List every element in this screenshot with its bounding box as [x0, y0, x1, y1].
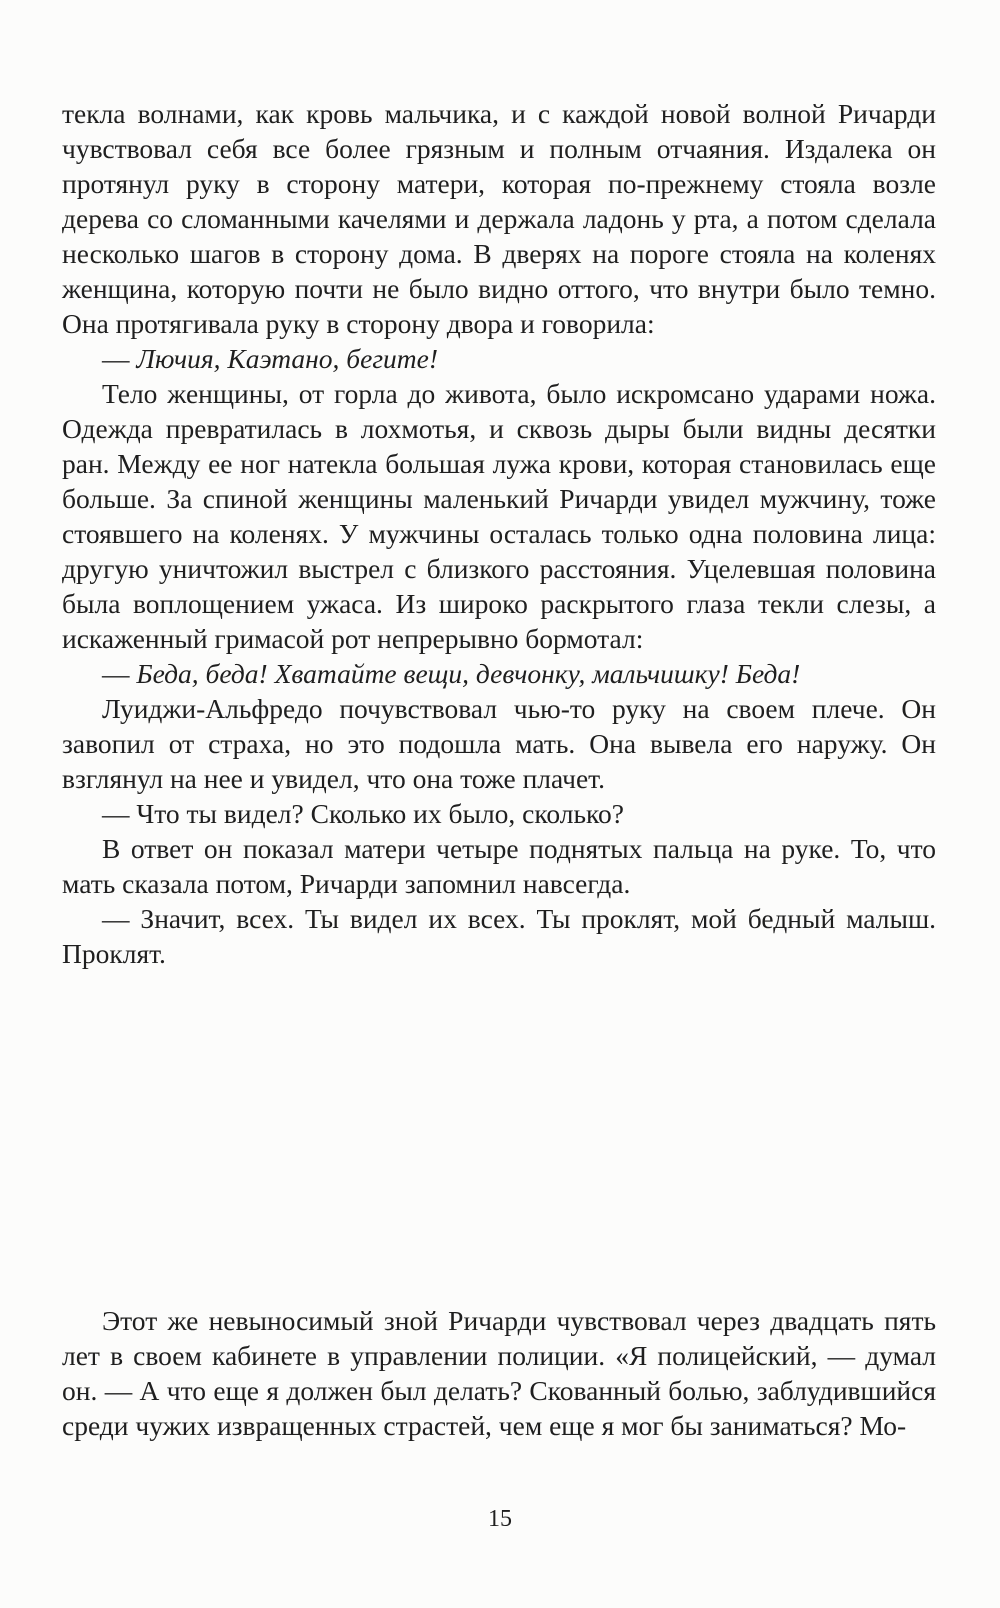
paragraph: Этот же невыносимый зной Ричарди чувствовал через двадцать пять лет в своем кабинете в управлении полиции. «Я полицейский, — думал он. — А что еще я должен был делать? Скованный болью, заблудившийся среди чужих извращенных страстей, чем еще я мог бы заниматься? Мо-	[62, 1305, 936, 1441]
dialogue-dash: —	[102, 343, 137, 374]
dialogue-line: — Что ты видел? Сколько их было, сколько?	[102, 798, 624, 829]
text-section-1	[62, 96, 936, 971]
dialogue-italic-text: Лючия, Каэтано, бегите!	[136, 343, 439, 374]
paragraph: В ответ он показал матери четыре поднятых пальца на руке. То, что мать сказала потом, Ричарди запомнил навсегда.	[62, 833, 936, 899]
dialogue-line	[62, 341, 936, 376]
dialogue-italic-text: Беда, беда! Хватайте вещи, девчонку, мальчишку! Беда!	[136, 658, 801, 689]
dialogue-dash: —	[102, 658, 137, 689]
paragraph: Луиджи-Альфредо почувствовал чью-то руку на своем плече. Он завопил от страха, но это подошла мать. Она вывела его наружу. Он взглянул на нее и увидел, что она тоже плачет.	[62, 693, 936, 794]
dialogue-line: — Значит, всех. Ты видел их всех. Ты проклят, мой бедный малыш. Проклят.	[62, 903, 936, 969]
page-number: 15	[488, 1506, 512, 1532]
dialogue-line	[62, 656, 936, 691]
text-section-2	[62, 1303, 936, 1443]
paragraph: Тело женщины, от горла до живота, было искромсано ударами ножа. Одежда превратилась в лохмотья, и сквозь дыры были видны десятки ран. Между ее ног натекла большая лужа крови, которая становилась еще больше. За спиной женщины маленький Ричарди увидел мужчину, тоже стоявшего на коленях. У мужчины осталась только одна половина лица: другую уничтожил выстрел с близкого расстояния. Уцелевшая половина была воплощением ужаса. Из широко раскрытого глаза текли слезы, а искаженный гримасой рот непрерывно бормотал:	[62, 378, 936, 654]
paragraph-continuation: текла волнами, как кровь мальчика, и с каждой новой волной Ричарди чувствовал себя все более грязным и полным отчаяния. Издалека он протянул руку в сторону матери, которая по-прежнему стояла возле дерева со сломанными качелями и держала ладонь у рта, а потом сделала несколько шагов в сторону дома. В дверях на пороге стояла на коленях женщина, которую почти не было видно оттого, что внутри было темно. Она протягивала руку в сторону двора и говорила:	[62, 98, 936, 339]
